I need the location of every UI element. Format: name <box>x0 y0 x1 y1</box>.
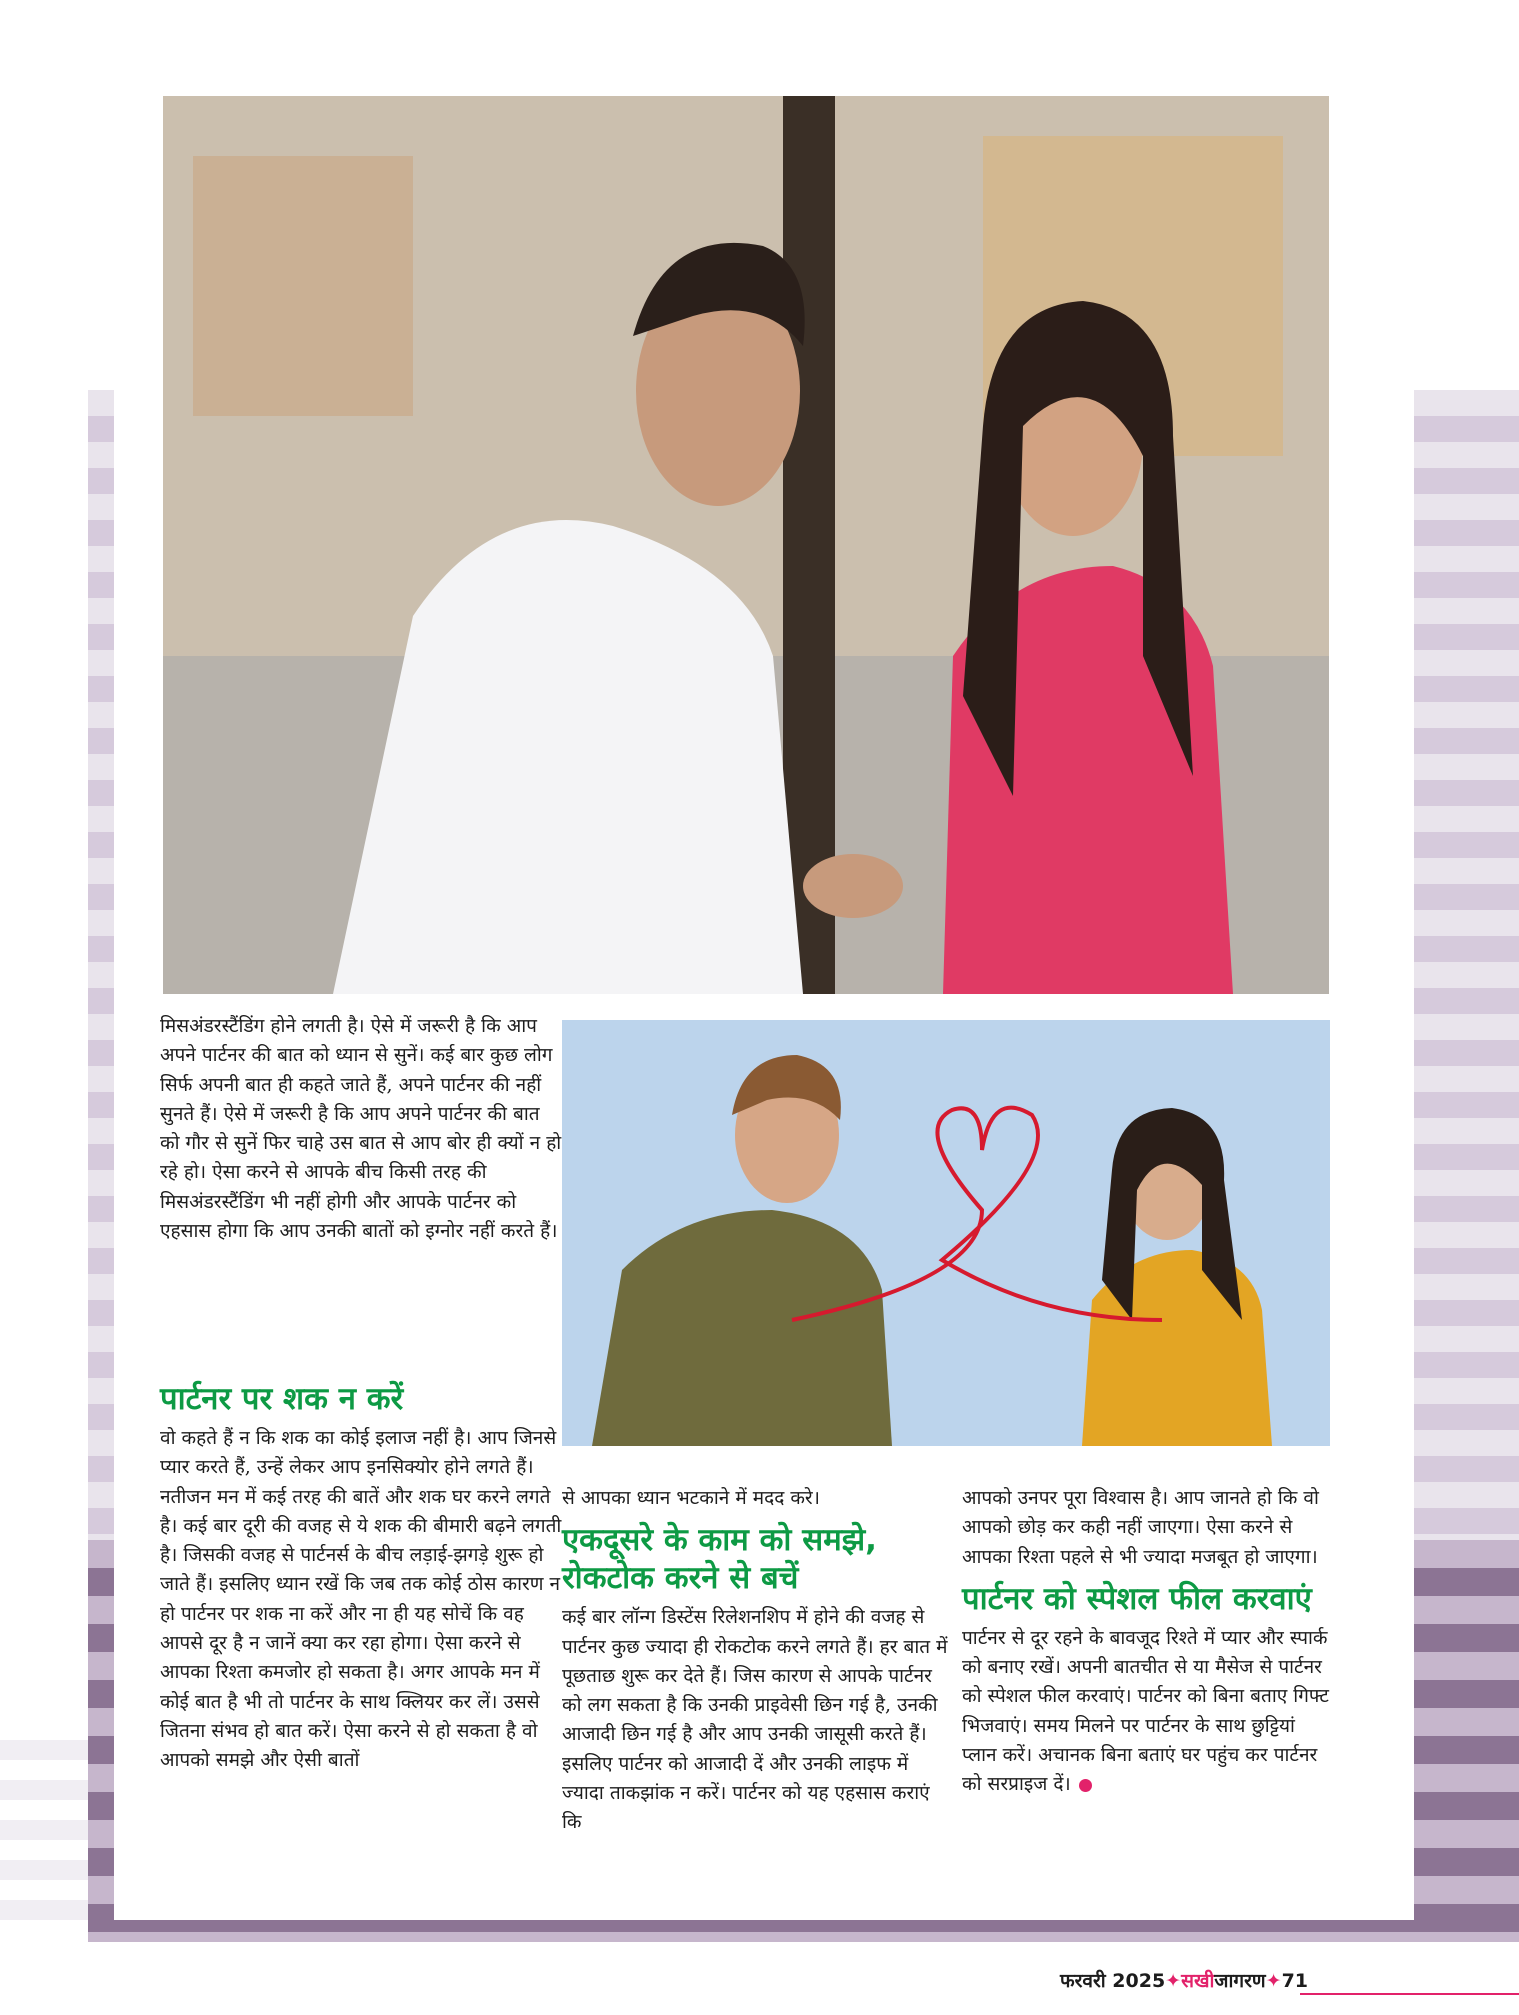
column-1-top <box>160 1012 562 1246</box>
column-1-body: वो कहते हैं न कि शक का कोई इलाज नहीं है। आप जिनसे प्यार करते हैं, उन्हें लेकर आप इनसिक्योर होने लगते हैं। नतीजन मन में कई तरह की बातें और शक घर करने लगते है। कई बार दूरी की वजह से ये शक की बीमारी बढ़ने लगती है। जिसकी वजह से पार्टनर्स के बीच लड़ाई-झगड़े शुरू हो जाते हैं। इसलिए ध्यान रखें कि जब तक कोई ठोस कारण न हो पार्टनर पर शक ना करें और ना ही यह सोचें कि वह आपसे दूर है न जानें क्या कर रहा होगा। ऐसा करने से आपका रिश्ता कमजोर हो सकता है। अगर आपके मन में कोई बात है भी तो पार्टनर के साथ क्लियर कर लें। उससे जितना संभव हो बात करें। ऐसा करने से हो सकता है वो आपको समझे और ऐसी बातों <box>160 1427 562 1772</box>
column-3-lead: आपको उनपर पूरा विश्वास है। आप जानते हो कि वो आपको छोड़ कर कही नहीं जाएगा। ऐसा करने से आपका रिश्ता पहले से भी ज्यादा मजबूत हो जाएगा। <box>962 1487 1319 1568</box>
star-icon: ✦ <box>1265 1970 1282 1992</box>
footer-brand-part2: जागरण <box>1214 1970 1266 1992</box>
couple-photo <box>163 96 1329 994</box>
column-1-top-paragraph: मिसअंडरस्टैंडिंग होने लगती है। ऐसे में जरूरी है कि आप अपने पार्टनर की बात को ध्यान से सुनें। कई बार कुछ लोग सिर्फ अपनी बात ही कहते जाते हैं, अपने पार्टनर की नहीं सुनते हैं। ऐसे में जरूरी है कि आप अपने पार्टनर की बात को गौर से सुनें फिर चाहे उस बात से आप बोर ही क्यों न हो रहे हो। ऐसा करने से आपके बीच किसी तरह की मिसअंडरस्टैंडिंग भी नहीं होगी और आपके पार्टनर को एहसास होगा कि आप उनकी बातों को इग्नोर नहीं करते हैं। <box>160 1015 562 1243</box>
footer-month-year: फरवरी 2025 <box>1060 1970 1166 1992</box>
end-mark-icon <box>1079 1779 1092 1792</box>
long-distance-photo <box>562 1020 1330 1446</box>
column-2-body: कई बार लॉन्ग डिस्टेंस रिलेशनशिप में होने की वजह से पार्टनर कुछ ज्यादा ही रोकटोक करने लगते हैं। हर बात में पूछताछ शुरू कर देते हैं। जिस कारण से आपके पार्टनर को लग सकता है कि उनकी प्राइवेसी छिन गई है, उनकी आजादी छिन गई है और आप उनकी जासूसी करते हैं। इसलिए पार्टनर को आजादी दें और उनकी लाइफ में ज्यादा ताकझांक न करें। पार्टनर को यह एहसास कराएं कि <box>562 1606 948 1834</box>
column-3 <box>962 1484 1334 1800</box>
heading-understand-work: एकदूसरे के काम को समझे, रोकटोक करने से बचें <box>562 1522 877 1597</box>
column-2-lead: से आपका ध्यान भटकाने में मदद करे। <box>562 1487 820 1509</box>
page-footer <box>1060 1967 1308 1993</box>
footer-page-number: 71 <box>1281 1970 1309 1992</box>
column-3-body-text: पार्टनर से दूर रहने के बावजूद रिश्ते में प्यार और स्पार्क को बनाए रखें। अपनी बातचीत से या मैसेज से पार्टनर को स्पेशल फील करवाएं। पार्टनर को बिना बताए गिफ्ट भिजवाएं। समय मिलने पर पार्टनर के साथ छुट्टियां प्लान करें। अचानक बिना बताएं घर पहुंच कर पार्टनर को सरप्राइज दें। <box>962 1626 1329 1796</box>
heading-dont-doubt: पार्टनर पर शक न करें <box>160 1381 404 1417</box>
long-distance-illustration <box>562 1020 1330 1446</box>
left-edge-stripes <box>0 1740 88 1940</box>
column-1-section <box>160 1372 562 1776</box>
footer-rule <box>1300 1993 1519 1995</box>
star-icon: ✦ <box>1165 1970 1182 1992</box>
column-3-body <box>962 1624 1334 1800</box>
heading-make-special: पार्टनर को स्पेशल फील करवाएं <box>962 1580 1312 1617</box>
couple-illustration <box>163 96 1329 994</box>
footer-brand-part1: सखी <box>1181 1970 1215 1992</box>
column-2 <box>562 1484 952 1838</box>
